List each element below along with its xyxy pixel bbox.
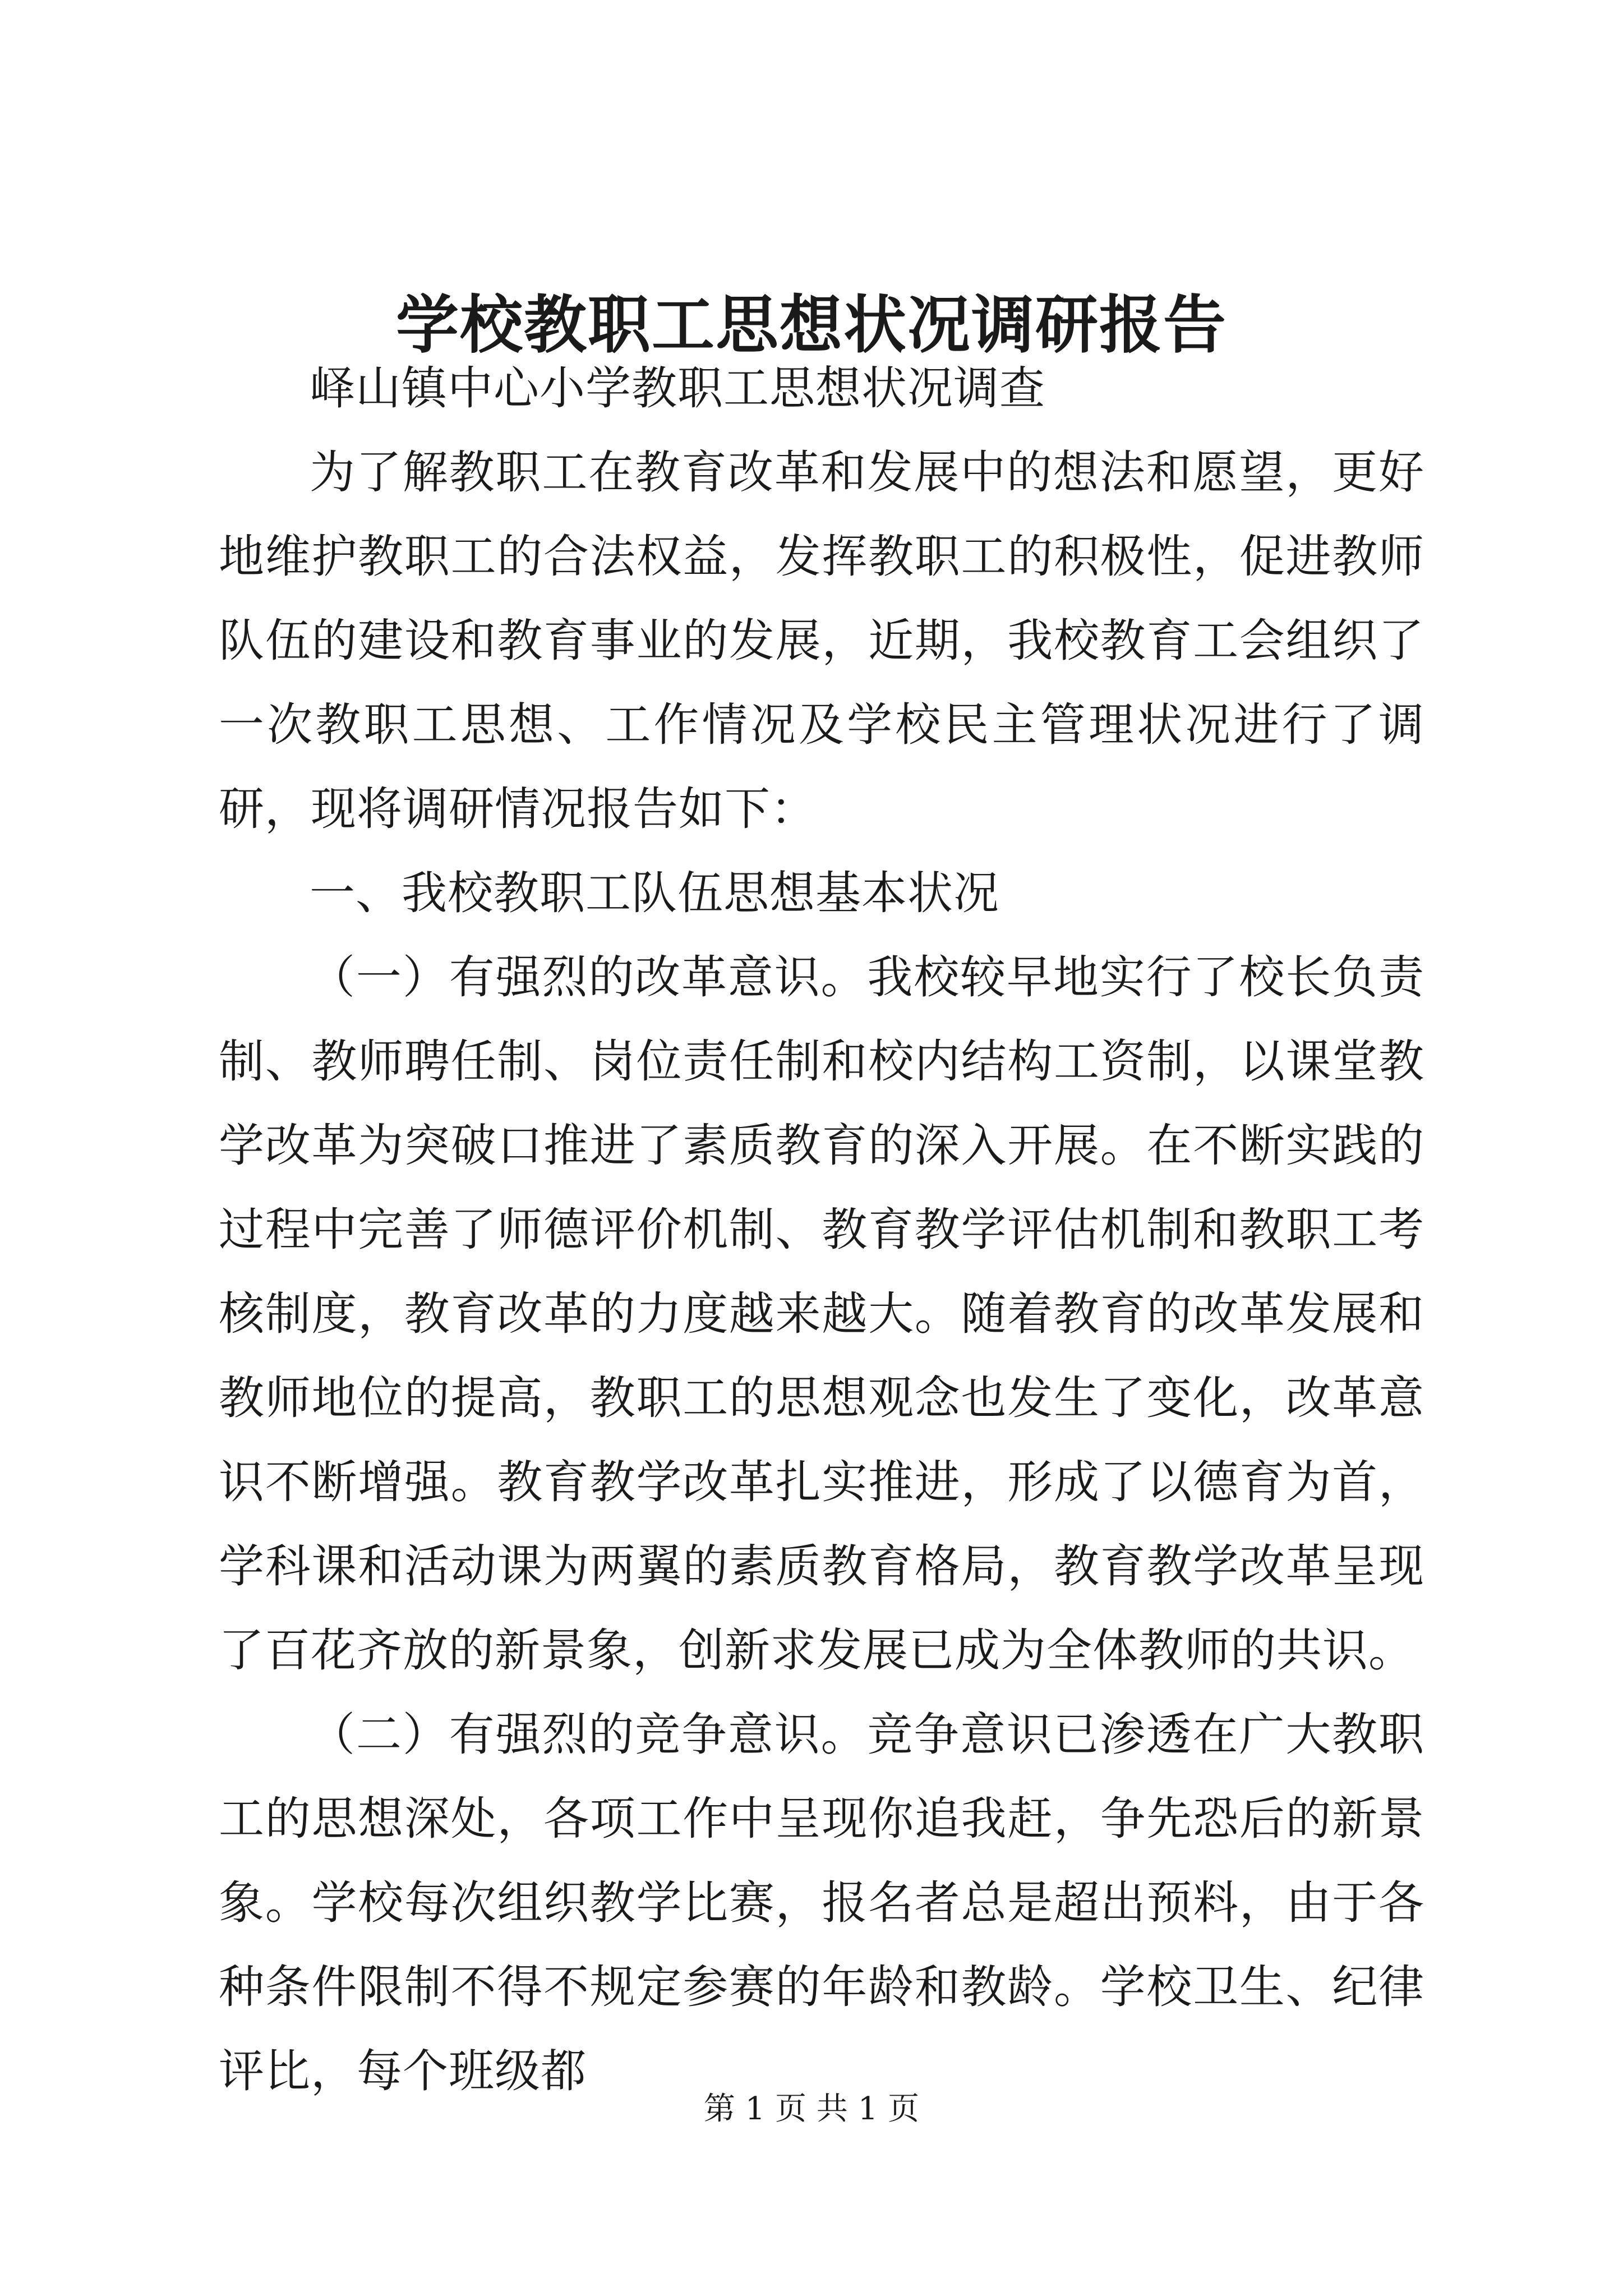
section-heading: 一、我校教职工队伍思想基本状况 [310,867,1000,920]
page-footer: 第 1 页 共 1 页 [703,2091,920,2127]
intro-paragraph: 为了解教职工在教育改革和发展中的想法和愿望，更好地维护教职工的合法权益，发挥教职工的积极性，促进教师队伍的建设和教育事业的发展，近期，我校教育工会组织了一次教职工思想、工作情况及学校民主管理状况进行了调研，现将调研情况报告如下： [219,447,1424,836]
document-title: 学校教职工思想状况调研报告 [396,288,1227,362]
document-body [219,347,1424,2114]
body-paragraph: （二）有强烈的竞争意识。竞争意识已渗透在广大教职工的思想深处，各项工作中呈现你追我赶，争先恐后的新景象。学校每次组织教学比赛，报名者总是超出预料，由于各种条件限制不得不规定参赛的年龄和教龄。学校卫生、纪律评比，每个班级都 [219,1709,1424,2098]
body-paragraph: （一）有强烈的改革意识。我校较早地实行了校长负责制、教师聘任制、岗位责任制和校内结构工资制，以课堂教学改革为突破口推进了素质教育的深入开展。在不断实践的过程中完善了师德评价机制、教育教学评估机制和教职工考核制度，教育改革的力度越来越大。随着教育的改革发展和教师地位的提高，教职工的思想观念也发生了变化，改革意识不断增强。教育教学改革扎实推进，形成了以德育为首，学科课和活动课为两翼的素质教育格局，教育教学改革呈现了百花齐放的新景象，创新求发展已成为全体教师的共识。 [219,951,1424,1677]
subtitle-paragraph: 峄山镇中心小学教职工思想状况调查 [310,362,1046,415]
